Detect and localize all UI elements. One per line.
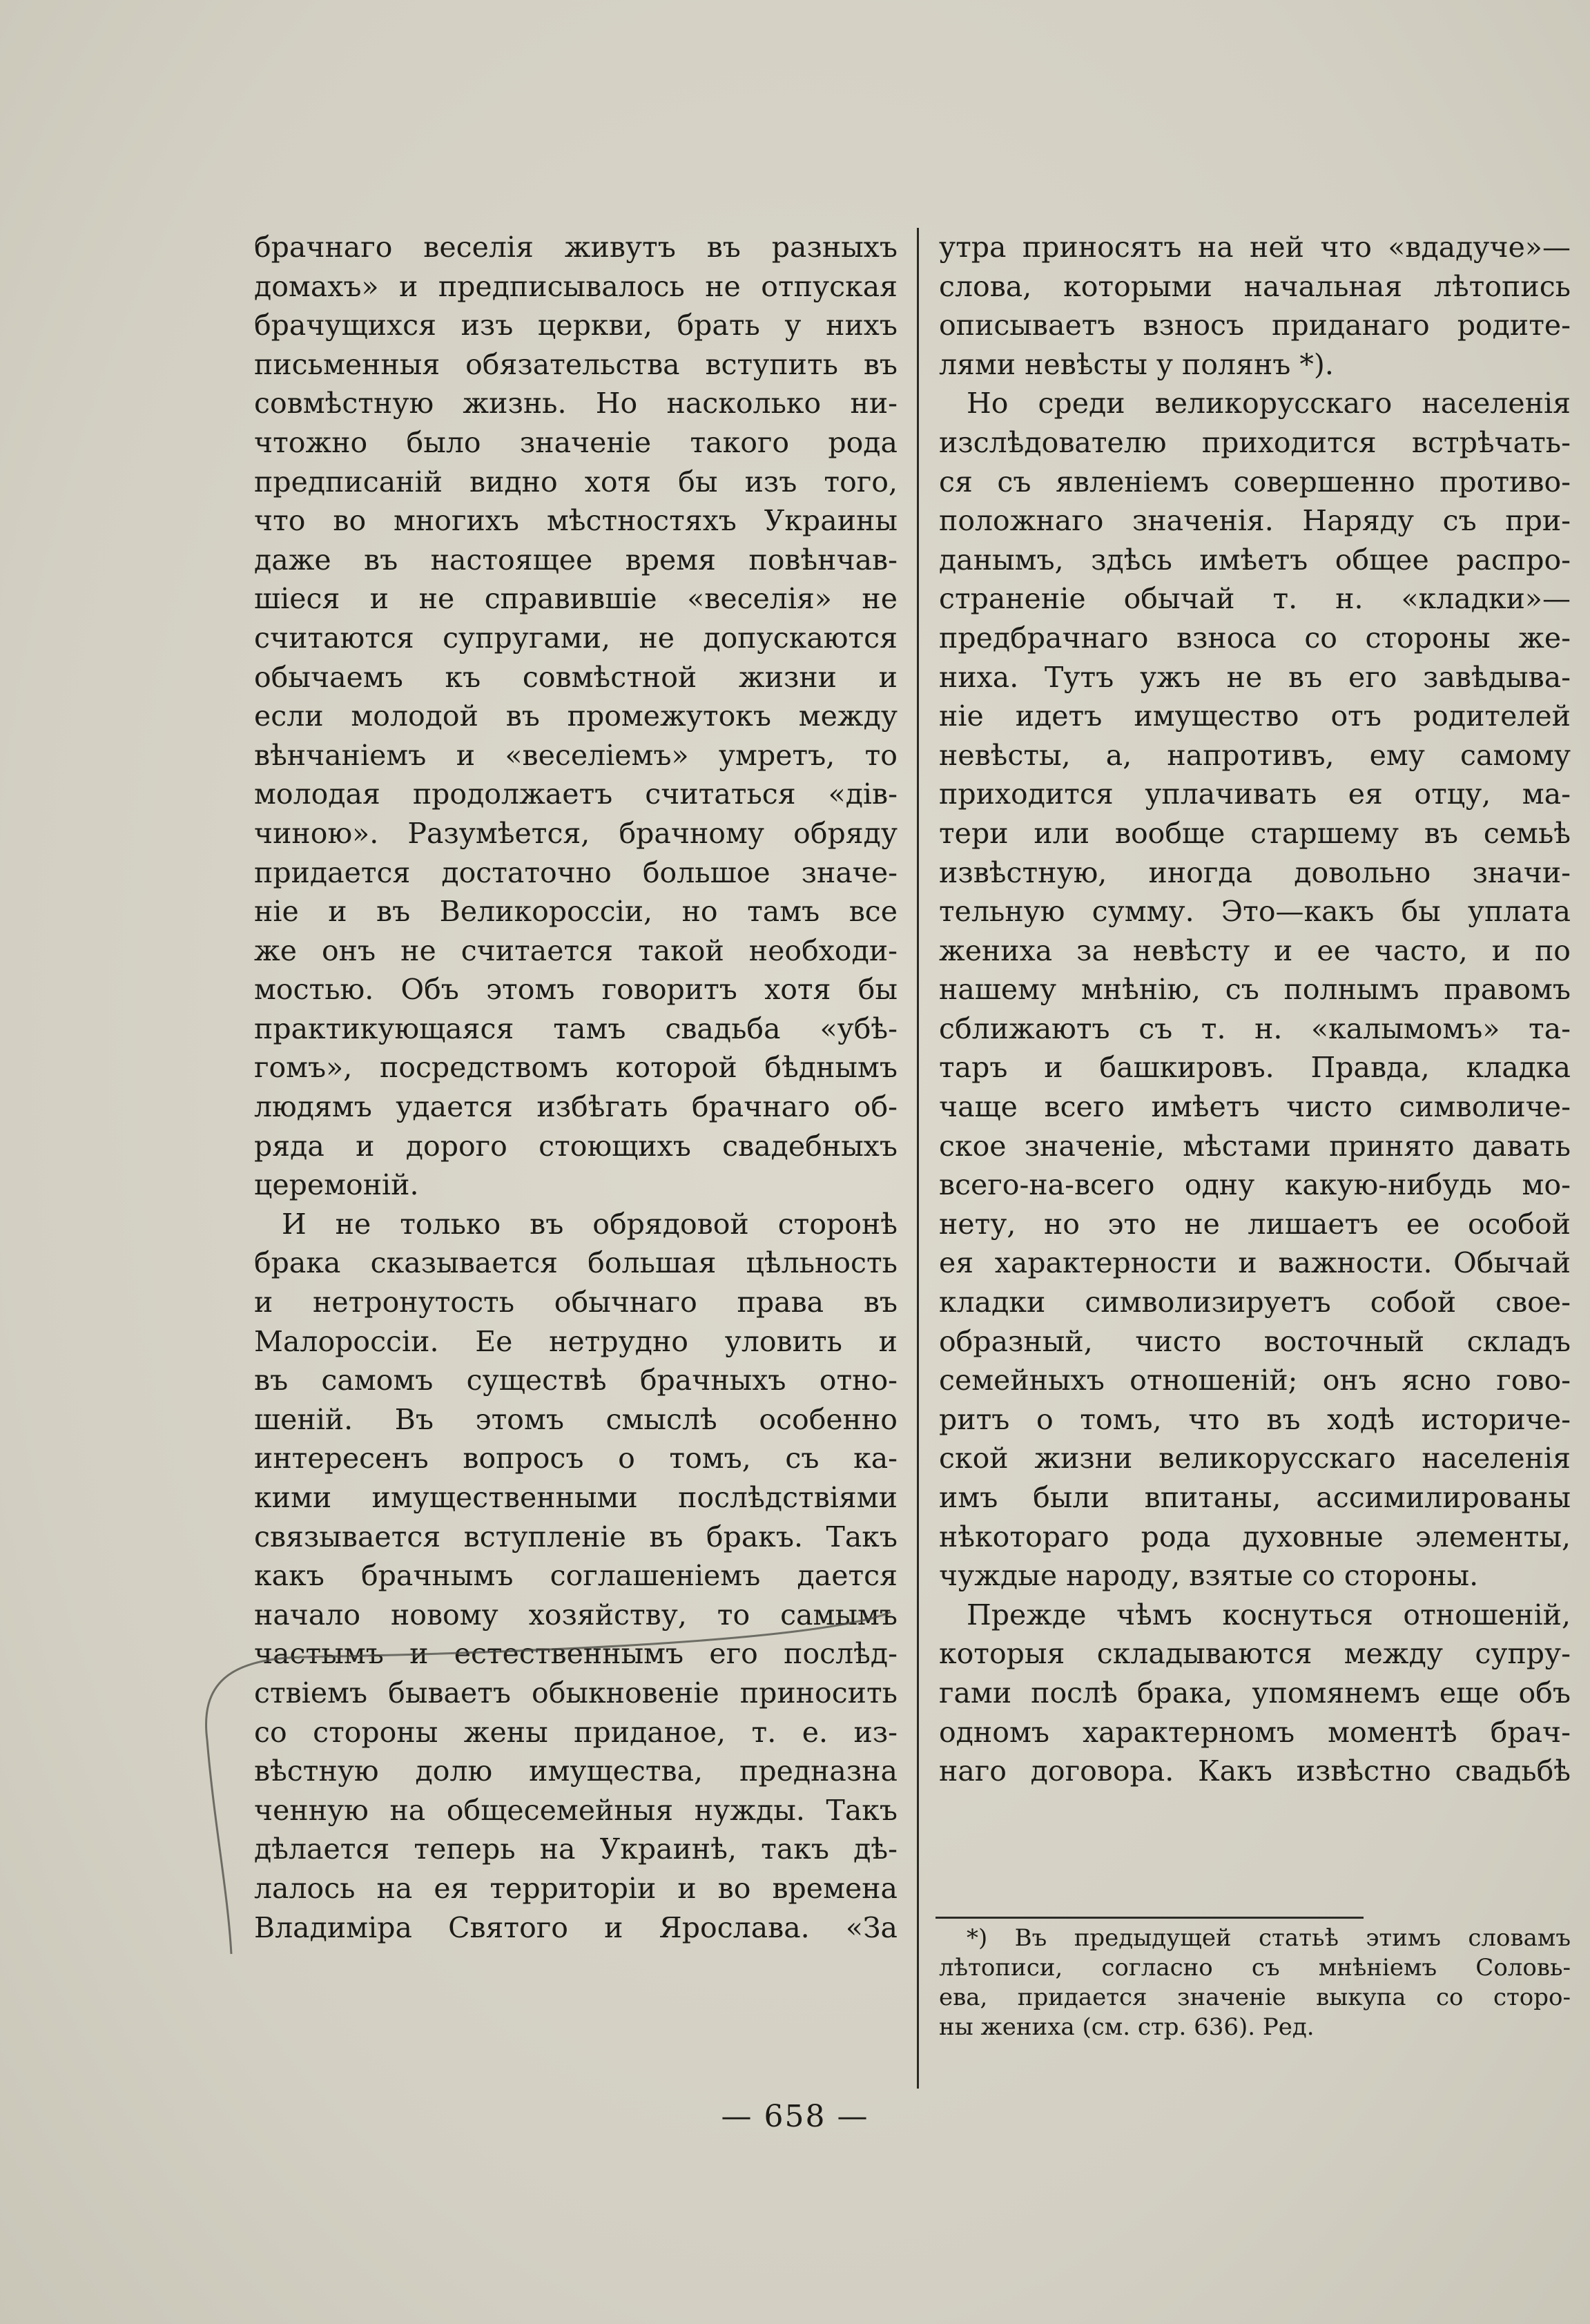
footnote-line: *) Въ предыдущей статьѣ этимъ словамъ	[967, 1924, 1571, 1952]
text-line: что во многихъ мѣстностяхъ Украины	[254, 504, 898, 538]
text-line: письменныя обязательства вступить въ	[254, 347, 898, 381]
text-line: шіеся и не справившіе «веселія» не	[254, 582, 898, 616]
text-line: же онъ не считается такой необходи-	[254, 933, 898, 967]
text-line: брака сказывается большая цѣльность	[254, 1246, 898, 1280]
text-line: наго договора. Какъ извѣстно свадьбѣ	[939, 1754, 1571, 1788]
text-line: семейныхъ отношеній; онъ ясно гово-	[939, 1364, 1571, 1397]
footnote-line: лѣтописи, согласно съ мнѣніемъ Соловь-	[939, 1954, 1571, 1982]
text-line: обычаемъ къ совмѣстной жизни и	[254, 660, 898, 694]
footnote-line: ева, придается значеніе выкупа со сторо-	[939, 1984, 1571, 2011]
column-divider	[917, 228, 919, 2089]
text-line: и нетронутость обычнаго права въ	[254, 1286, 898, 1319]
text-line: брачнаго веселія живутъ въ разныхъ	[254, 231, 898, 264]
paragraph-start-line: И не только въ обрядовой сторонѣ	[282, 1207, 898, 1241]
text-line: предбрачнаго взноса со стороны же-	[939, 621, 1571, 655]
text-line: гами послѣ брака, упомянемъ еще объ	[939, 1676, 1571, 1710]
text-line: ряда и дорого стоющихъ свадебныхъ	[254, 1129, 898, 1163]
text-line: лями невѣсты у полянъ *).	[939, 347, 1334, 381]
text-line: сближаютъ съ т. н. «калымомъ» та-	[939, 1011, 1571, 1045]
text-line: ствіемъ бываетъ обыкновеніе приносить	[254, 1676, 898, 1710]
text-line: жениха за невѣсту и ее часто, и по	[939, 933, 1571, 967]
text-line: предписаній видно хотя бы изъ того,	[254, 465, 898, 498]
text-line: связывается вступленіе въ бракъ. Такъ	[254, 1520, 898, 1553]
left-text-column	[254, 228, 898, 1947]
paragraph-start-line: Прежде чѣмъ коснуться отношеній,	[967, 1598, 1571, 1631]
text-line: ское значеніе, мѣстами принято давать	[939, 1129, 1571, 1163]
text-line: дѣлается теперь на Украинѣ, такъ дѣ-	[254, 1832, 898, 1866]
text-line: вѣнчаніемъ и «веселіемъ» умретъ, то	[254, 738, 898, 772]
footnote-rule	[935, 1917, 1364, 1919]
text-line: данымъ, здѣсь имѣетъ общее распро-	[939, 543, 1571, 577]
text-line: считаются супругами, не допускаются	[254, 621, 898, 655]
text-line: нету, но это не лишаетъ ее особой	[939, 1207, 1571, 1241]
text-line: ніе и въ Великороссіи, но тамъ все	[254, 895, 898, 929]
text-line: извѣстную, иногда довольно значи-	[939, 855, 1571, 889]
text-line: ея характерности и важности. Обычай	[939, 1246, 1571, 1280]
text-line: брачущихся изъ церкви, брать у нихъ	[254, 309, 898, 342]
text-line: нашему мнѣнію, съ полнымъ правомъ	[939, 973, 1571, 1007]
text-line: даже въ настоящее время повѣнчав-	[254, 543, 898, 577]
text-line: описываетъ взносъ приданаго родите-	[939, 309, 1571, 342]
text-line: въ самомъ существѣ брачныхъ отно-	[254, 1364, 898, 1397]
right-text-column	[939, 228, 1571, 1791]
text-line: лалось на ея территоріи и во времена	[254, 1871, 898, 1905]
text-line: ритъ о томъ, что въ ходѣ историче-	[939, 1402, 1571, 1436]
text-line: таръ и башкировъ. Правда, кладка	[939, 1051, 1571, 1085]
text-line: со стороны жены приданое, т. е. из-	[254, 1715, 898, 1749]
text-line: ся съ явленіемъ совершенно противо-	[939, 465, 1571, 498]
text-line: утра приносятъ на ней что «вдадуче»—	[939, 231, 1571, 264]
text-line: образный, чисто восточный складъ	[939, 1324, 1571, 1358]
text-line: практикующаяся тамъ свадьба «убѣ-	[254, 1011, 898, 1045]
text-line: интересенъ вопросъ о томъ, съ ка-	[254, 1442, 898, 1475]
text-line: частымъ и естественнымъ его послѣд-	[254, 1637, 898, 1671]
text-line: ніе идетъ имущество отъ родителей	[939, 699, 1571, 733]
text-line: совмѣстную жизнь. Но насколько ни-	[254, 387, 898, 420]
text-line: людямъ удается избѣгать брачнаго об-	[254, 1090, 898, 1124]
text-line: чуждые народу, взятые со стороны.	[939, 1559, 1479, 1593]
text-line: придается достаточно большое значе-	[254, 855, 898, 889]
text-line: Владиміра Святого и Ярослава. «За	[254, 1910, 898, 1944]
text-line: начало новому хозяйству, то самымъ	[254, 1598, 898, 1631]
text-line: церемоній.	[254, 1168, 419, 1202]
text-line: невѣсты, а, напротивъ, ему самому	[939, 738, 1571, 772]
text-line: ченную на общесемейныя нужды. Такъ	[254, 1793, 898, 1827]
text-line: всего-на-всего одну какую-нибудь мо-	[939, 1168, 1571, 1202]
text-line: нѣкотораго рода духовные элементы,	[939, 1520, 1571, 1553]
text-line: вѣстную долю имущества, предназна	[254, 1754, 898, 1788]
text-line: чиною». Разумѣется, брачному обряду	[254, 816, 898, 850]
text-line: какъ брачнымъ соглашеніемъ дается	[254, 1559, 898, 1593]
text-line: тельную сумму. Это—какъ бы уплата	[939, 895, 1571, 929]
text-line: гомъ», посредствомъ которой бѣднымъ	[254, 1051, 898, 1085]
text-line: изслѣдователю приходится встрѣчать-	[939, 425, 1571, 459]
paragraph-start-line: Но среди великорусскаго населенія	[967, 387, 1571, 420]
text-line: приходится уплачивать ея отцу, ма-	[939, 777, 1571, 811]
text-line: мостью. Объ этомъ говоритъ хотя бы	[254, 973, 898, 1007]
text-line: которыя складываются между супру-	[939, 1637, 1571, 1671]
text-line: одномъ характерномъ моментѣ брач-	[939, 1715, 1571, 1749]
text-line: страненіе обычай т. н. «кладки»—	[939, 582, 1571, 616]
text-line: если молодой въ промежутокъ между	[254, 699, 898, 733]
text-line: кладки символизируетъ собой свое-	[939, 1286, 1571, 1319]
text-line: шеній. Въ этомъ смыслѣ особенно	[254, 1402, 898, 1436]
text-line: слова, которыми начальная лѣтопись	[939, 269, 1571, 303]
text-line: кими имущественными послѣдствіями	[254, 1481, 898, 1514]
footnote-line: ны жениха (см. стр. 636). Ред.	[939, 2013, 1315, 2041]
page-number: — 658 —	[721, 2099, 869, 2134]
text-line: имъ были впитаны, ассимилированы	[939, 1481, 1571, 1514]
text-line: чаще всего имѣетъ чисто символиче-	[939, 1090, 1571, 1124]
text-line: Малороссіи. Ее нетрудно уловить и	[254, 1324, 898, 1358]
text-line: домахъ» и предписывалось не отпуская	[254, 269, 898, 303]
text-line: чтожно было значеніе такого рода	[254, 425, 898, 459]
text-line: ниха. Тутъ ужъ не въ его завѣдыва-	[939, 660, 1571, 694]
text-line: ской жизни великорусскаго населенія	[939, 1442, 1571, 1475]
footnote	[939, 1924, 1571, 2042]
text-line: положнаго значенія. Наряду съ при-	[939, 504, 1571, 538]
text-line: молодая продолжаетъ считаться «дів-	[254, 777, 898, 811]
text-line: тери или вообще старшему въ семьѣ	[939, 816, 1571, 850]
